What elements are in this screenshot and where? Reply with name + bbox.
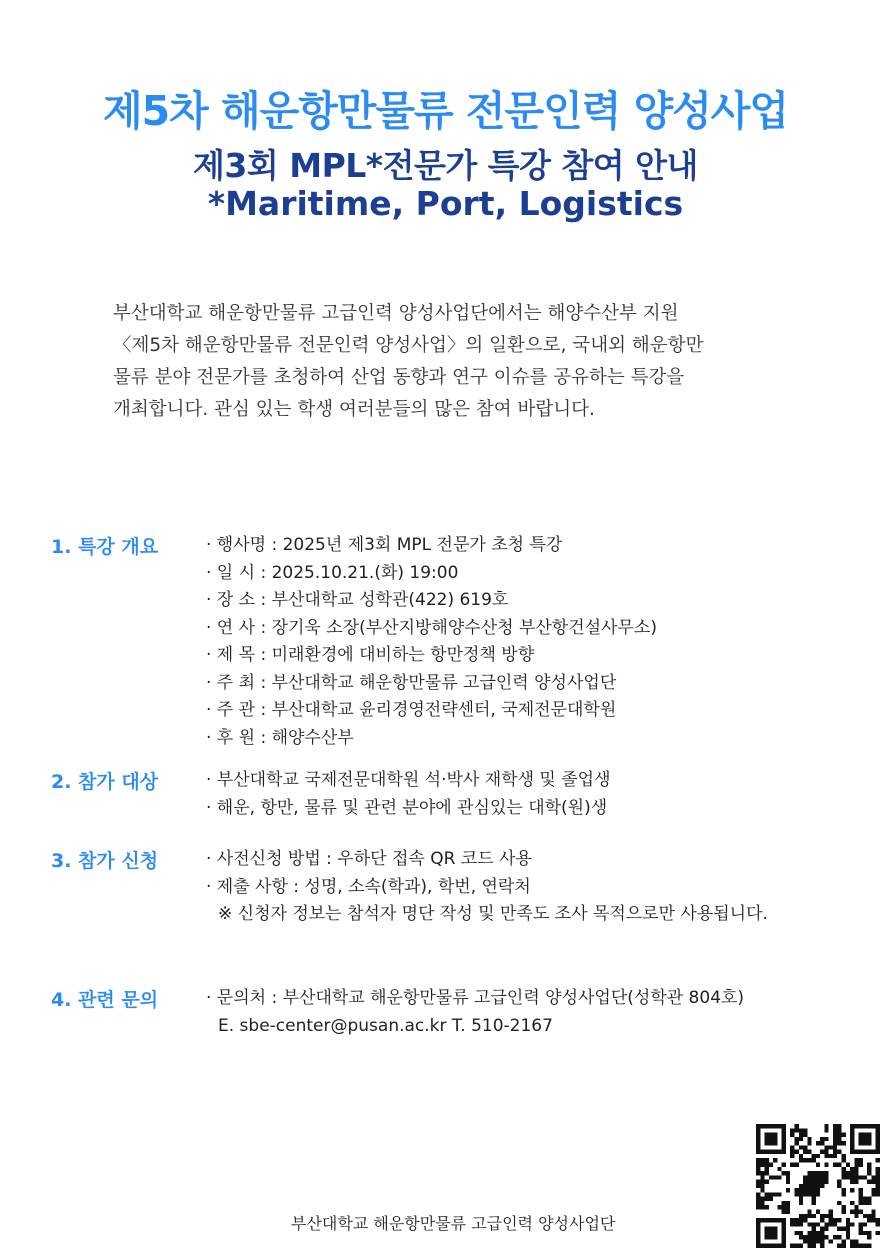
section-items — [206, 985, 886, 1040]
page-subtitle-footnote: *Maritime, Port, Logistics — [207, 184, 684, 223]
section-items — [206, 846, 886, 929]
intro-line: 〈제5차 해운항만물류 전문인력 양성사업〉의 일환으로, 국내외 해운항만 — [113, 335, 704, 356]
section-title: 2. 참가 대상 — [51, 771, 159, 793]
footer-organizer: 부산대학교 해운항만물류 고급인력 양성사업단 — [291, 1214, 616, 1233]
section-items — [206, 767, 886, 822]
list-item: · 주 관 : 부산대학교 윤리경영전략센터, 국제전문대학원 — [206, 700, 617, 720]
section-items — [206, 532, 886, 752]
list-item: · 사전신청 방법 : 우하단 접속 QR 코드 사용 — [206, 849, 532, 869]
section-title: 4. 관련 문의 — [51, 989, 159, 1011]
list-item: · 제 목 : 미래환경에 대비하는 항만정책 방향 — [206, 645, 535, 665]
list-item: · 장 소 : 부산대학교 성학관(422) 619호 — [206, 590, 509, 610]
page-subtitle: 제3회 MPL*전문가 특강 참여 안내 — [193, 146, 698, 185]
intro-line: 물류 분야 전문가를 초청하여 산업 동향과 연구 이슈를 공유하는 특강을 — [113, 367, 685, 388]
section-title: 1. 특강 개요 — [51, 536, 159, 558]
intro-line: 개최합니다. 관심 있는 학생 여러분들의 많은 참여 바랍니다. — [113, 399, 595, 420]
list-item: · 주 최 : 부산대학교 해운항만물류 고급인력 양성사업단 — [206, 672, 617, 693]
contact-details: E. sbe-center@pusan.ac.kr T. 510-2167 — [218, 1015, 553, 1036]
list-item: · 제출 사항 : 성명, 소속(학과), 학번, 연락처 — [206, 876, 531, 897]
section-title: 3. 참가 신청 — [51, 850, 159, 872]
list-item: · 부산대학교 국제전문대학원 석·박사 재학생 및 졸업생 — [206, 770, 611, 790]
list-item: · 문의처 : 부산대학교 해운항만물류 고급인력 양성사업단(성학관 804호) — [206, 988, 745, 1008]
privacy-note: ※ 신청자 정보는 참석자 명단 작성 및 만족도 조사 목적으로만 사용됩니다. — [218, 904, 768, 924]
intro-paragraph — [113, 298, 813, 426]
intro-line: 부산대학교 해운항만물류 고급인력 양성사업단에서는 해양수산부 지원 — [113, 303, 679, 324]
list-item: · 행사명 : 2025년 제3회 MPL 전문가 초청 특강 — [206, 535, 563, 555]
list-item: · 일 시 : 2025.10.21.(화) 19:00 — [206, 562, 459, 583]
page-title: 제5차 해운항만물류 전문인력 양성사업 — [102, 87, 789, 135]
list-item: · 해운, 항만, 물류 및 관련 분야에 관심있는 대학(원)생 — [206, 797, 608, 818]
list-item: · 연 사 : 장기욱 소장(부산지방해양수산청 부산항건설사무소) — [206, 617, 657, 638]
list-item: · 후 원 : 해양수산부 — [206, 727, 354, 748]
qr-code-icon[interactable] — [756, 1124, 880, 1248]
